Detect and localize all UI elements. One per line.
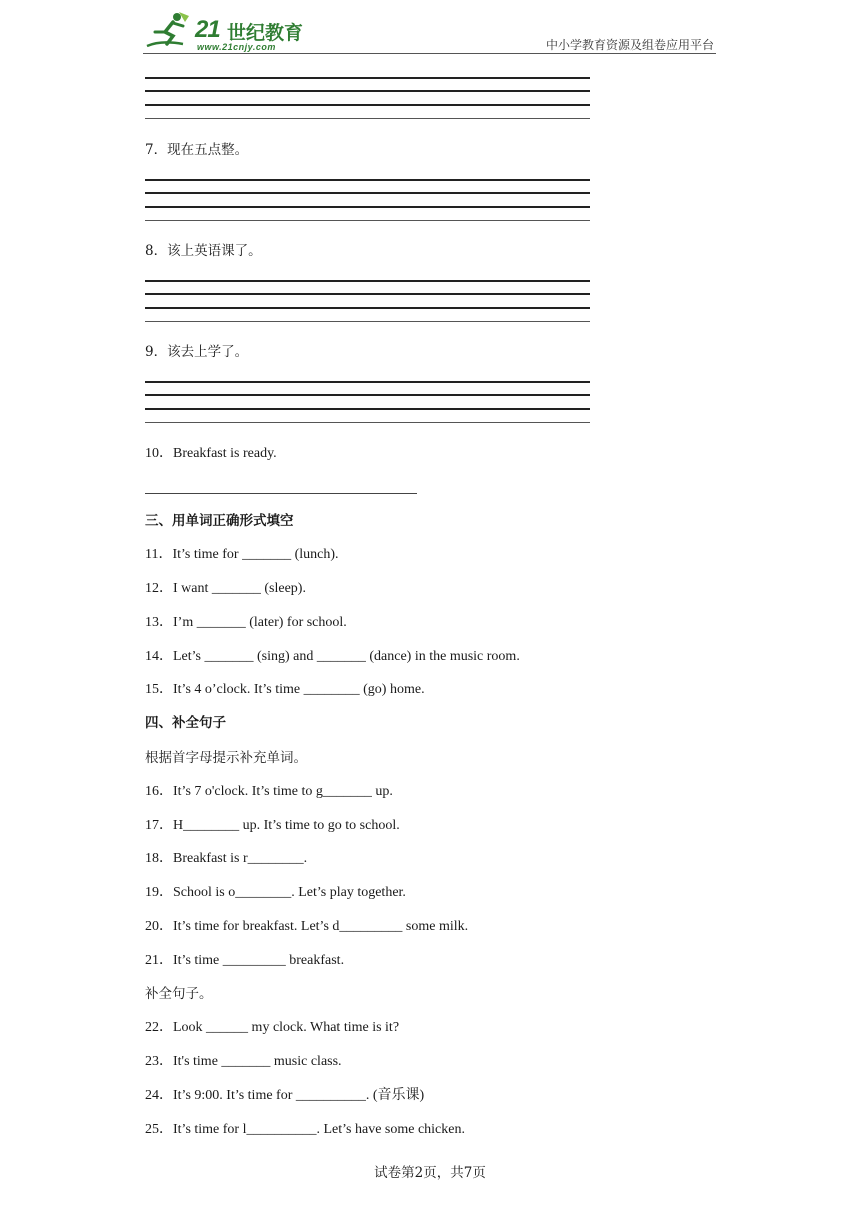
page-footer: 试卷第2页，共7页 xyxy=(374,1165,486,1181)
answer-line xyxy=(145,408,590,410)
question-8: 8．该上英语课了。 xyxy=(145,243,262,259)
answer-line xyxy=(145,307,590,309)
answer-line xyxy=(145,394,590,396)
platform-name: 中小学教育资源及组卷应用平台 xyxy=(545,38,714,52)
question-14: 14．Let’s _______ (sing) and _______ (dance) in the music room. xyxy=(145,649,520,664)
question-25: 25．It’s time for l__________. Let’s have some chicken. xyxy=(145,1122,465,1137)
answer-line xyxy=(145,422,590,423)
answer-line xyxy=(145,293,590,295)
question-12: 12．I want _______ (sleep). xyxy=(145,581,306,596)
answer-line xyxy=(145,192,590,194)
answer-line xyxy=(145,104,590,106)
answer-line-short xyxy=(145,493,417,494)
answer-line xyxy=(145,206,590,208)
question-11: 11．It’s time for _______ (lunch). xyxy=(145,547,339,562)
logo-text: 世纪教育 xyxy=(227,22,304,44)
answer-line xyxy=(145,321,590,322)
answer-line xyxy=(145,381,590,383)
logo-number: 21 xyxy=(195,16,220,43)
logo xyxy=(143,10,313,52)
answer-line xyxy=(145,280,590,282)
question-22: 22．Look ______ my clock. What time is it? xyxy=(145,1020,400,1035)
instruction-complete: 补全句子。 xyxy=(145,986,213,1002)
answer-line xyxy=(145,118,590,119)
question-13: 13．I’m _______ (later) for school. xyxy=(145,615,347,630)
logo-url: www.21cnjy.com xyxy=(197,42,276,52)
header-divider xyxy=(143,53,716,54)
section-title-4: 四、补全句子 xyxy=(145,715,226,731)
answer-line xyxy=(145,220,590,221)
question-18: 18．Breakfast is r________. xyxy=(145,851,308,866)
question-7: 7．现在五点整。 xyxy=(145,142,249,158)
section-title-3: 三、用单词正确形式填空 xyxy=(145,513,294,529)
question-23: 23．It's time _______ music class. xyxy=(145,1054,342,1069)
question-16: 16．It’s 7 o'clock. It’s time to g_______ up. xyxy=(145,784,393,799)
question-20: 20．It’s time for breakfast. Let’s d_________ some milk. xyxy=(145,919,469,934)
question-9: 9．该去上学了。 xyxy=(145,344,249,360)
question-21: 21．It’s time _________ breakfast. xyxy=(145,953,345,968)
instruction-initials: 根据首字母提示补充单词。 xyxy=(145,750,307,766)
question-24: 24．It’s 9:00. It’s time for __________. (音乐课) xyxy=(145,1088,425,1103)
answer-line xyxy=(145,179,590,181)
answer-line xyxy=(145,90,590,92)
question-17: 17．H________ up. It’s time to go to school. xyxy=(145,818,400,833)
question-15: 15．It’s 4 o’clock. It’s time ________ (go) home. xyxy=(145,682,425,697)
answer-line xyxy=(145,77,590,79)
question-19: 19．School is o________. Let’s play together. xyxy=(145,885,406,900)
question-10: 10．Breakfast is ready. xyxy=(145,446,277,461)
runner-logo-icon xyxy=(143,10,193,52)
